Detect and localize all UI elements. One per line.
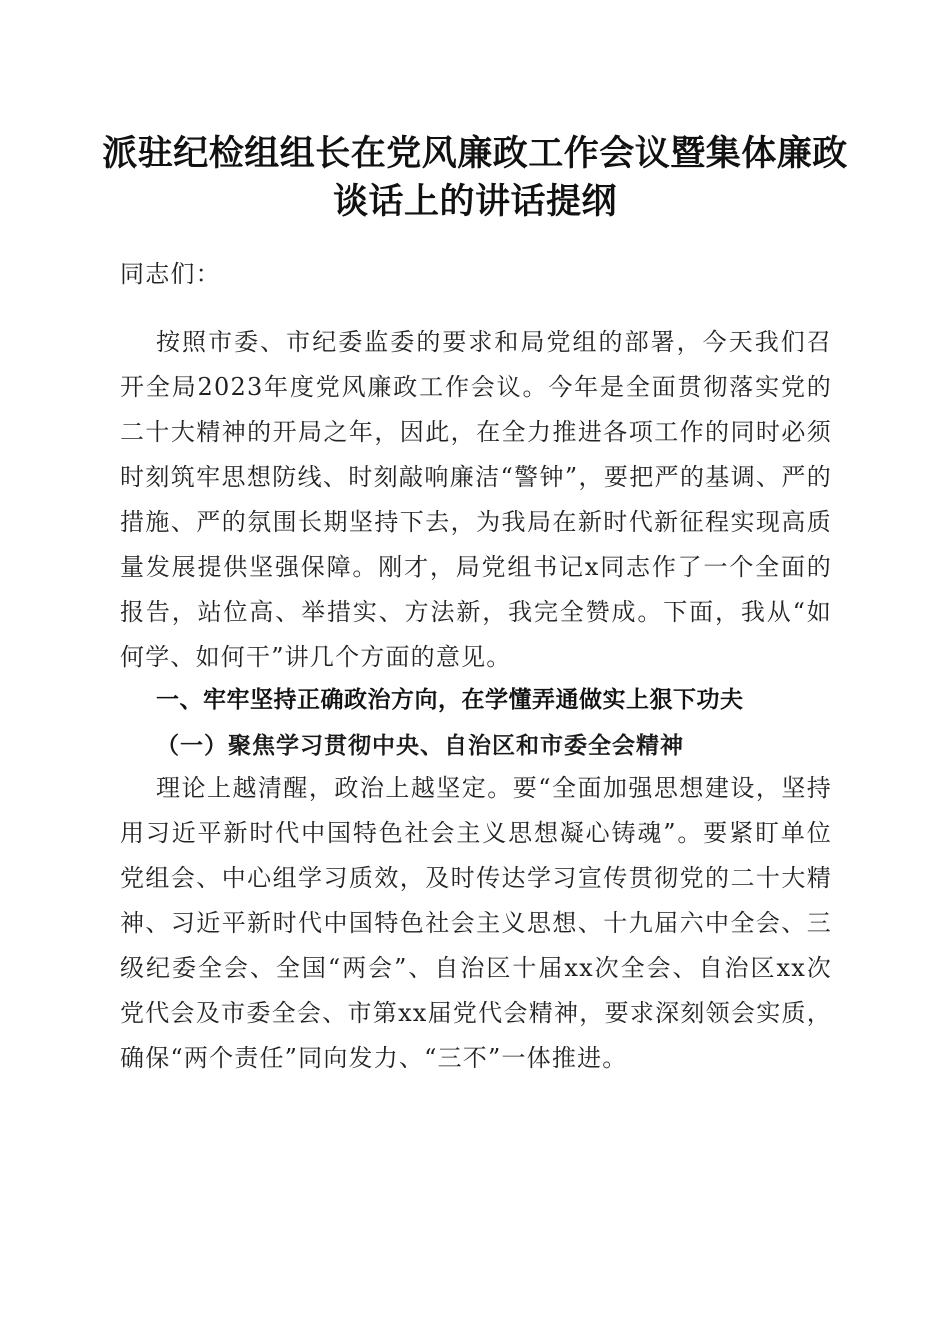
- subsection-heading: （一）聚焦学习贯彻中央、自治区和市委全会精神: [156, 732, 684, 759]
- paragraph-body: 理论上越清醒，政治上越坚定。要“全面加强思想建设，坚持用习近平新时代中国特色社会主义思想凝心铸魂”。要紧盯单位党组会、中心组学习质效，及时传达学习宣传贯彻党的二十大精神、习近平新时代中国特色社会主义思想、十九届六中全会、三级纪委全会、全国“两会”、自治区十届xx次全会、自治区xx次党代会及市委全会、市第xx届党代会精神，要求深刻领会实质，确保“两个责任”同向发力、“三不”一体推进。: [120, 774, 832, 1072]
- salutation: 同志们：: [120, 260, 221, 288]
- document-title: 派驻纪检组组长在党风廉政工作会议暨集体廉政谈话上的讲话提纲: [102, 133, 848, 222]
- section-heading: 一、牢牢坚持正确政治方向，在学懂弄通做实上狠下功夫: [156, 687, 744, 713]
- paragraph-intro: 按照市委、市纪委监委的要求和局党组的部署，今天我们召开全局2023年度党风廉政工作会议。今年是全面贯彻落实党的二十大精神的开局之年，因此，在全力推进各项工作的同时必须时刻筑牢思想防线、时刻敲响廉洁“警钟”，要把严的基调、严的措施、严的氛围长期坚持下去，为我局在新时代新征程实现高质量发展提供坚强保障。刚才，局党组书记x同志作了一个全面的报告，站位高、举措实、方法新，我完全赞成。下面，我从“如何学、如何干”讲几个方面的意见。: [120, 328, 832, 671]
